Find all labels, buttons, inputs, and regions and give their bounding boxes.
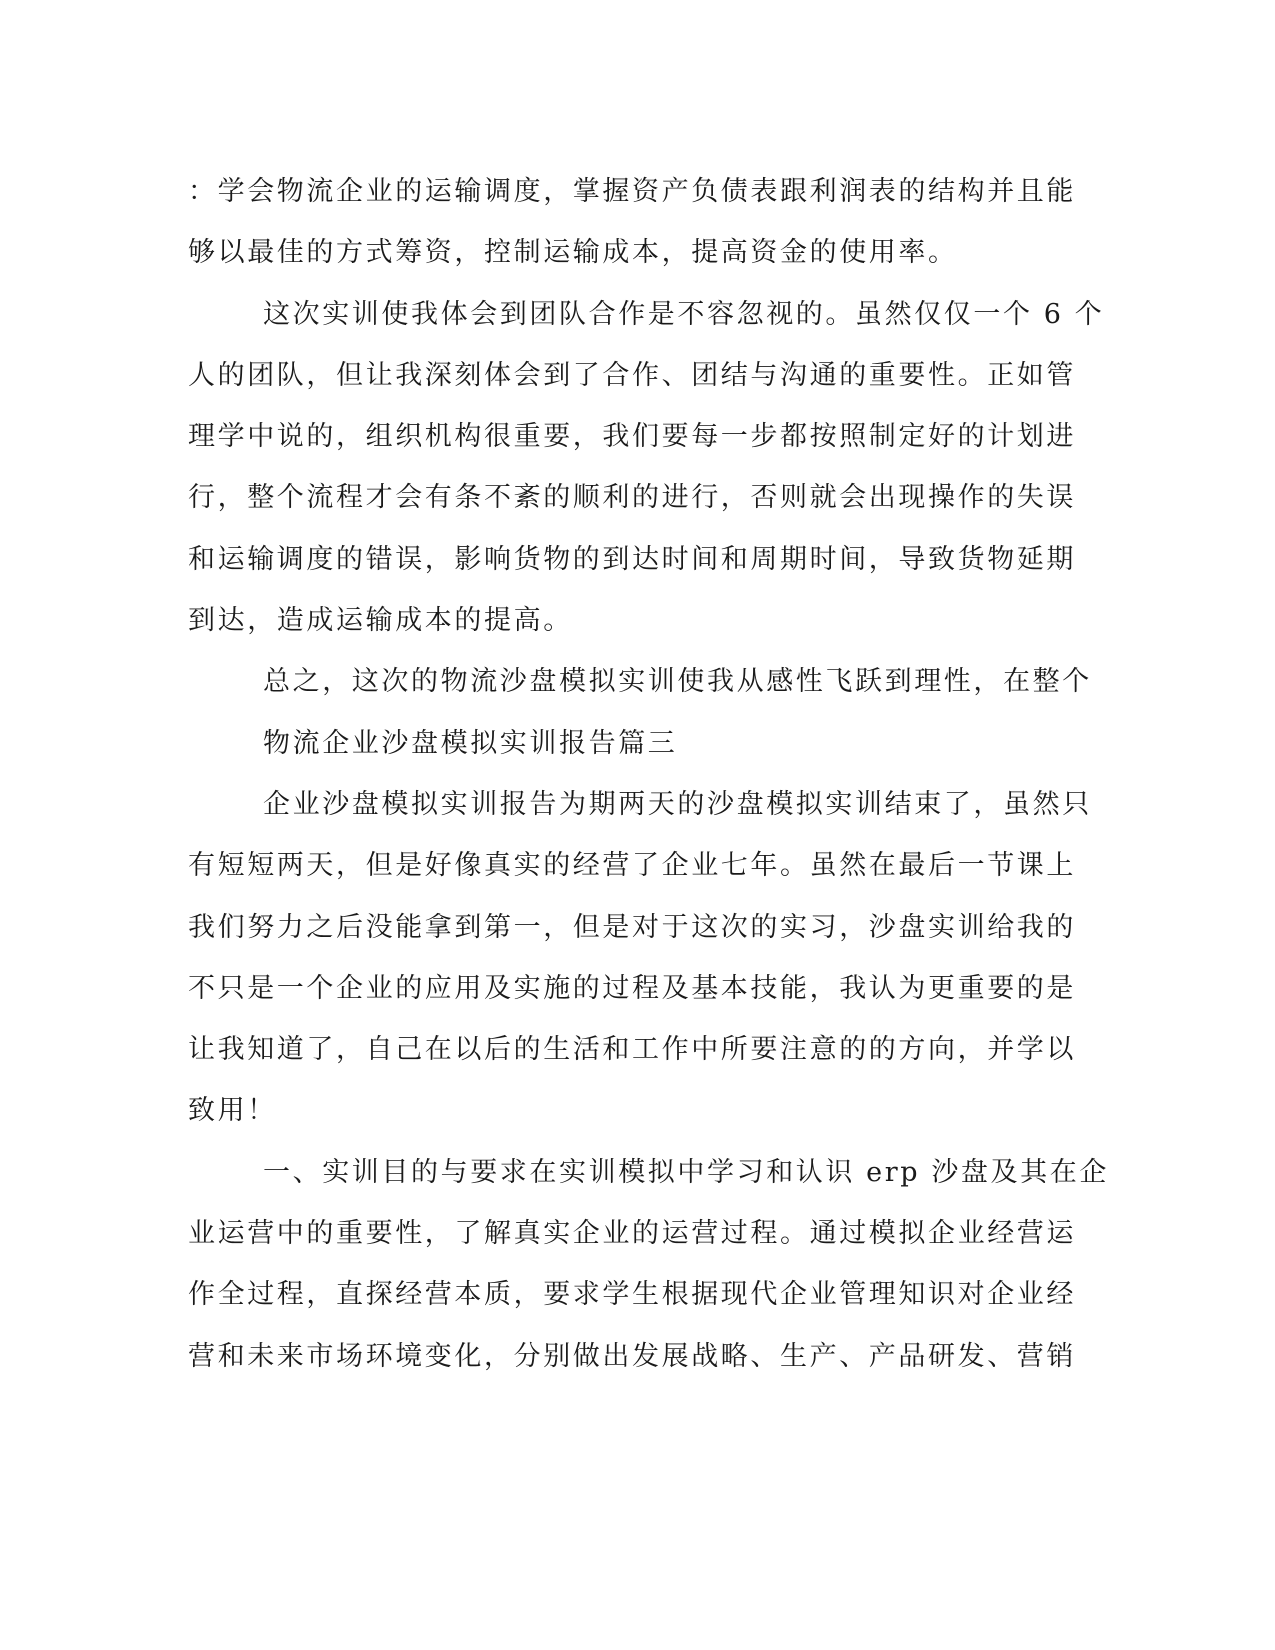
text-line: 致用！ bbox=[188, 1095, 277, 1127]
text-line: ：学会物流企业的运输调度，掌握资产负债表跟利润表的结构并且能 bbox=[188, 176, 1076, 207]
text-line: 不只是一个企业的应用及实施的过程及基本技能，我认为更重要的是 bbox=[188, 972, 1076, 1004]
text-line: 行，整个流程才会有条不紊的顺利的进行，否则就会出现操作的失误 bbox=[188, 482, 1076, 514]
text-line: 营和未来市场环境变化，分别做出发展战略、生产、产品研发、营销 bbox=[188, 1340, 1076, 1372]
text-line: 够以最佳的方式筹资，控制运输成本，提高资金的使用率。 bbox=[188, 237, 958, 269]
text-line: 作全过程，直探经营本质，要求学生根据现代企业管理知识对企业经 bbox=[188, 1279, 1076, 1311]
text-line: 到达，造成运输成本的提高。 bbox=[188, 605, 573, 637]
text-line: 和运输调度的错误，影响货物的到达时间和周期时间，导致货物延期 bbox=[188, 543, 1076, 575]
section-heading: 物流企业沙盘模拟实训报告篇三 bbox=[263, 727, 678, 759]
text-line: 人的团队，但让我深刻体会到了合作、团结与沟通的重要性。正如管 bbox=[188, 359, 1076, 391]
text-line: 一、实训目的与要求在实训模拟中学习和认识 erp 沙盘及其在企 bbox=[263, 1156, 1109, 1188]
text-line: 理学中说的，组织机构很重要，我们要每一步都按照制定好的计划进 bbox=[188, 421, 1076, 453]
body-text bbox=[188, 161, 1109, 1387]
text-line: 总之，这次的物流沙盘模拟实训使我从感性飞跃到理性，在整个 bbox=[263, 666, 1092, 698]
text-line: 这次实训使我体会到团队合作是不容忽视的。虽然仅仅一个 6 个 bbox=[263, 298, 1105, 330]
text-line: 业运营中的重要性，了解真实企业的运营过程。通过模拟企业经营运 bbox=[188, 1218, 1076, 1250]
text-line: 让我知道了，自己在以后的生活和工作中所要注意的的方向，并学以 bbox=[188, 1034, 1076, 1066]
text-line: 有短短两天，但是好像真实的经营了企业七年。虽然在最后一节课上 bbox=[188, 850, 1076, 882]
text-line: 我们努力之后没能拿到第一，但是对于这次的实习，沙盘实训给我的 bbox=[188, 911, 1076, 943]
text-line: 企业沙盘模拟实训报告为期两天的沙盘模拟实训结束了，虽然只 bbox=[263, 788, 1092, 820]
